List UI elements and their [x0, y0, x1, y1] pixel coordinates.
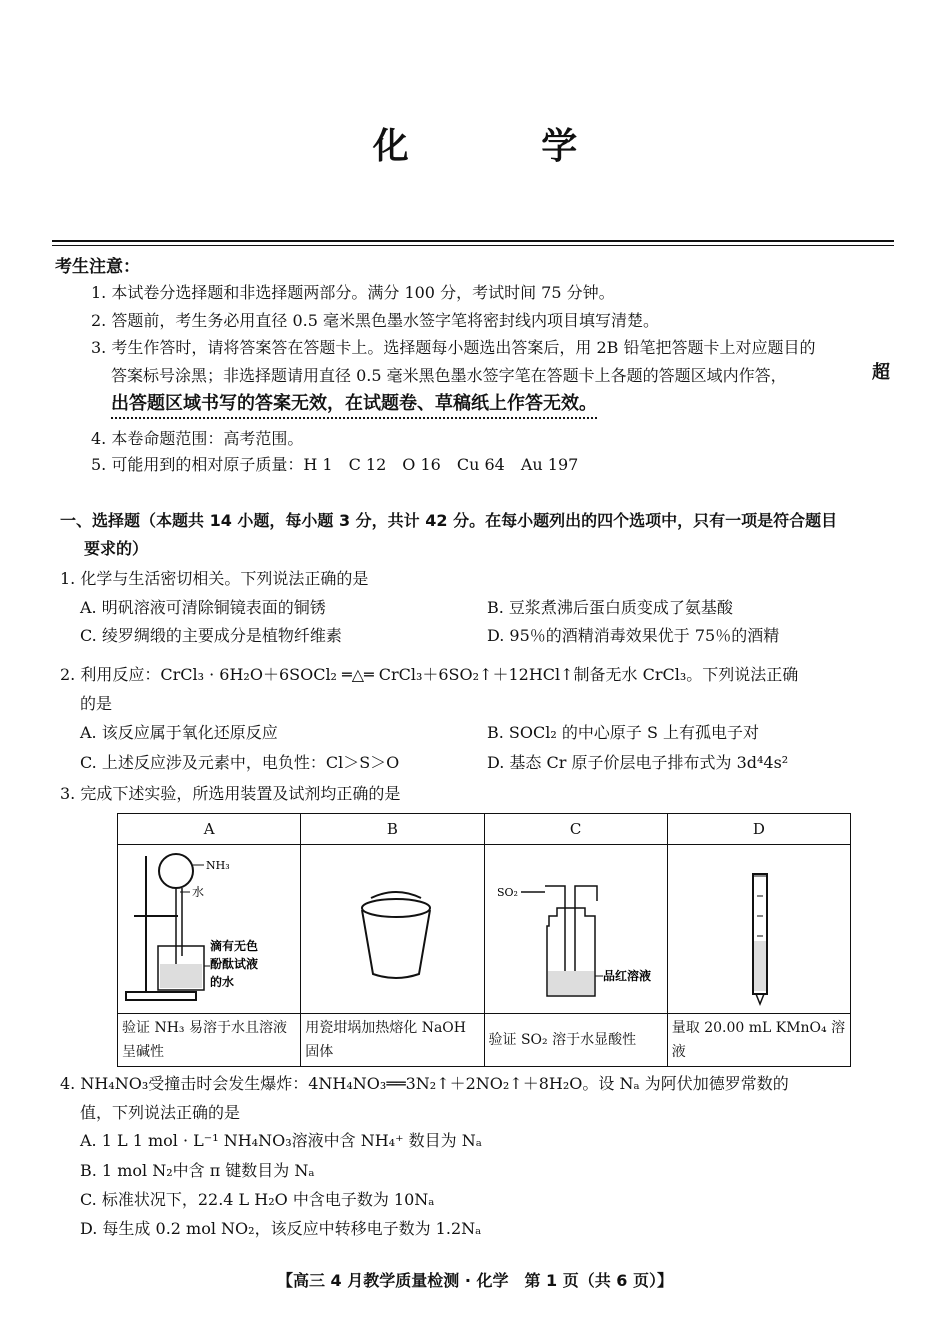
q4-option-d: D. 每生成 0.2 mol NO₂，该反应中转移电子数为 1.2Nₐ	[80, 1219, 482, 1238]
q4-stem-cont: 值，下列说法正确的是	[80, 1103, 241, 1122]
section-heading: 一、选择题（本题共 14 小题，每小题 3 分，共计 42 分。在每小题列出的四个选项中，只有一项是符合题目	[60, 511, 838, 530]
apparatus-d	[667, 845, 850, 1014]
q2-option-d: D. 基态 Cr 原子价层电子排布式为 3d⁴4s²	[487, 753, 789, 772]
page-title: 化 学	[372, 126, 638, 167]
label-nh3: NH₃	[206, 859, 230, 872]
q4-stem: 4. NH₄NO₃受撞击时会发生爆炸：4NH₄NO₃══3N₂↑＋2NO₂↑＋8H₂O。设 Nₐ 为阿伏加德罗常数的	[60, 1074, 789, 1093]
q1-option-b: B. 豆浆煮沸后蛋白质变成了氨基酸	[487, 598, 733, 617]
q4-option-c: C. 标准状况下，22.4 L H₂O 中含电子数为 10Nₐ	[80, 1190, 435, 1209]
q2-stem: 2. 利用反应：CrCl₃ · 6H₂O＋6SOCl₂ ═△═ CrCl₃＋6SO₂↑＋12HCl↑制备无水 CrCl₃。下列说法正确	[60, 665, 799, 684]
caption-d: 量取 20.00 mL KMnO₄ 溶液	[667, 1014, 850, 1067]
burette-icon	[668, 846, 858, 1012]
q1-option-c: C. 绫罗绸缎的主要成分是植物纤维素	[80, 626, 342, 645]
q1-option-a: A. 明矾溶液可清除铜镜表面的铜锈	[80, 598, 326, 617]
crucible-icon	[301, 846, 491, 1012]
notice-item-3-cont: 答案标号涂黑；非选择题请用直径 0.5 毫米黑色墨水签字笔在答题卡上各题的答题区域内作答，	[111, 366, 787, 385]
table-header-a: A	[118, 814, 301, 845]
gas-washing-bottle-icon	[485, 846, 675, 1012]
caption-c: 验证 SO₂ 溶于水显酸性	[484, 1014, 667, 1067]
caption-b: 用瓷坩埚加热熔化 NaOH 固体	[301, 1014, 484, 1067]
label-so2: SO₂	[496, 886, 518, 899]
notice-item-4: 4. 本卷命题范围：高考范围。	[91, 429, 304, 448]
table-header-c: C	[484, 814, 667, 845]
apparatus-b	[301, 845, 484, 1014]
header-rule	[52, 240, 894, 242]
section-heading-cont: 要求的）	[84, 539, 149, 558]
notice-item-1: 1. 本试卷分选择题和非选择题两部分。满分 100 分，考试时间 75 分钟。	[91, 283, 615, 302]
notice-bold-warning: 出答题区域书写的答案无效，在试题卷、草稿纸上作答无效。	[111, 393, 597, 414]
label-phenol-2: 酚酞试液	[210, 957, 259, 971]
page-footer: 【高三 4 月教学质量检测 · 化学 第 1 页（共 6 页）】	[276, 1271, 674, 1290]
q2-option-a: A. 该反应属于氧化还原反应	[80, 723, 278, 742]
notice-item-2: 2. 答题前，考生务必用直径 0.5 毫米黑色墨水签字笔将密封线内项目填写清楚。	[91, 311, 659, 330]
label-phenol-1: 滴有无色	[210, 939, 259, 953]
label-phenol-3: 的水	[210, 975, 235, 989]
notice-item-3: 3. 考生作答时，请将答案答在答题卡上。选择题每小题选出答案后，用 2B 铅笔把答题卡上对应题目的	[91, 338, 816, 357]
apparatus-table	[117, 813, 851, 1067]
notice-item-5: 5. 可能用到的相对原子质量：H 1 C 12 O 16 Cu 64 Au 197	[91, 455, 579, 474]
fountain-apparatus-icon	[118, 846, 293, 1012]
notice-bold-start: 超	[872, 362, 890, 383]
q3-stem: 3. 完成下述实验，所选用装置及试剂均正确的是	[60, 784, 401, 803]
q1-option-d: D. 95％的酒精消毒效果优于 75％的酒精	[487, 626, 780, 645]
q2-stem-cont: 的是	[80, 694, 113, 713]
apparatus-a	[118, 845, 301, 1014]
notice-heading: 考生注意：	[55, 257, 140, 277]
caption-a: 验证 NH₃ 易溶于水且溶液呈碱性	[118, 1014, 301, 1067]
q4-option-a: A. 1 L 1 mol · L⁻¹ NH₄NO₃溶液中含 NH₄⁺ 数目为 Nₐ	[80, 1131, 482, 1150]
table-header-b: B	[301, 814, 484, 845]
header-rule-thin	[52, 245, 894, 246]
q2-option-b: B. SOCl₂ 的中心原子 S 上有孤电子对	[487, 723, 760, 742]
q2-option-c: C. 上述反应涉及元素中，电负性：Cl＞S＞O	[80, 753, 400, 772]
table-header-d: D	[667, 814, 850, 845]
apparatus-c	[484, 845, 667, 1014]
q4-option-b: B. 1 mol N₂中含 π 键数目为 Nₐ	[80, 1161, 315, 1180]
label-water: 水	[192, 885, 205, 899]
q1-stem: 1. 化学与生活密切相关。下列说法正确的是	[60, 569, 369, 588]
label-pinhong: 品红溶液	[602, 969, 651, 983]
